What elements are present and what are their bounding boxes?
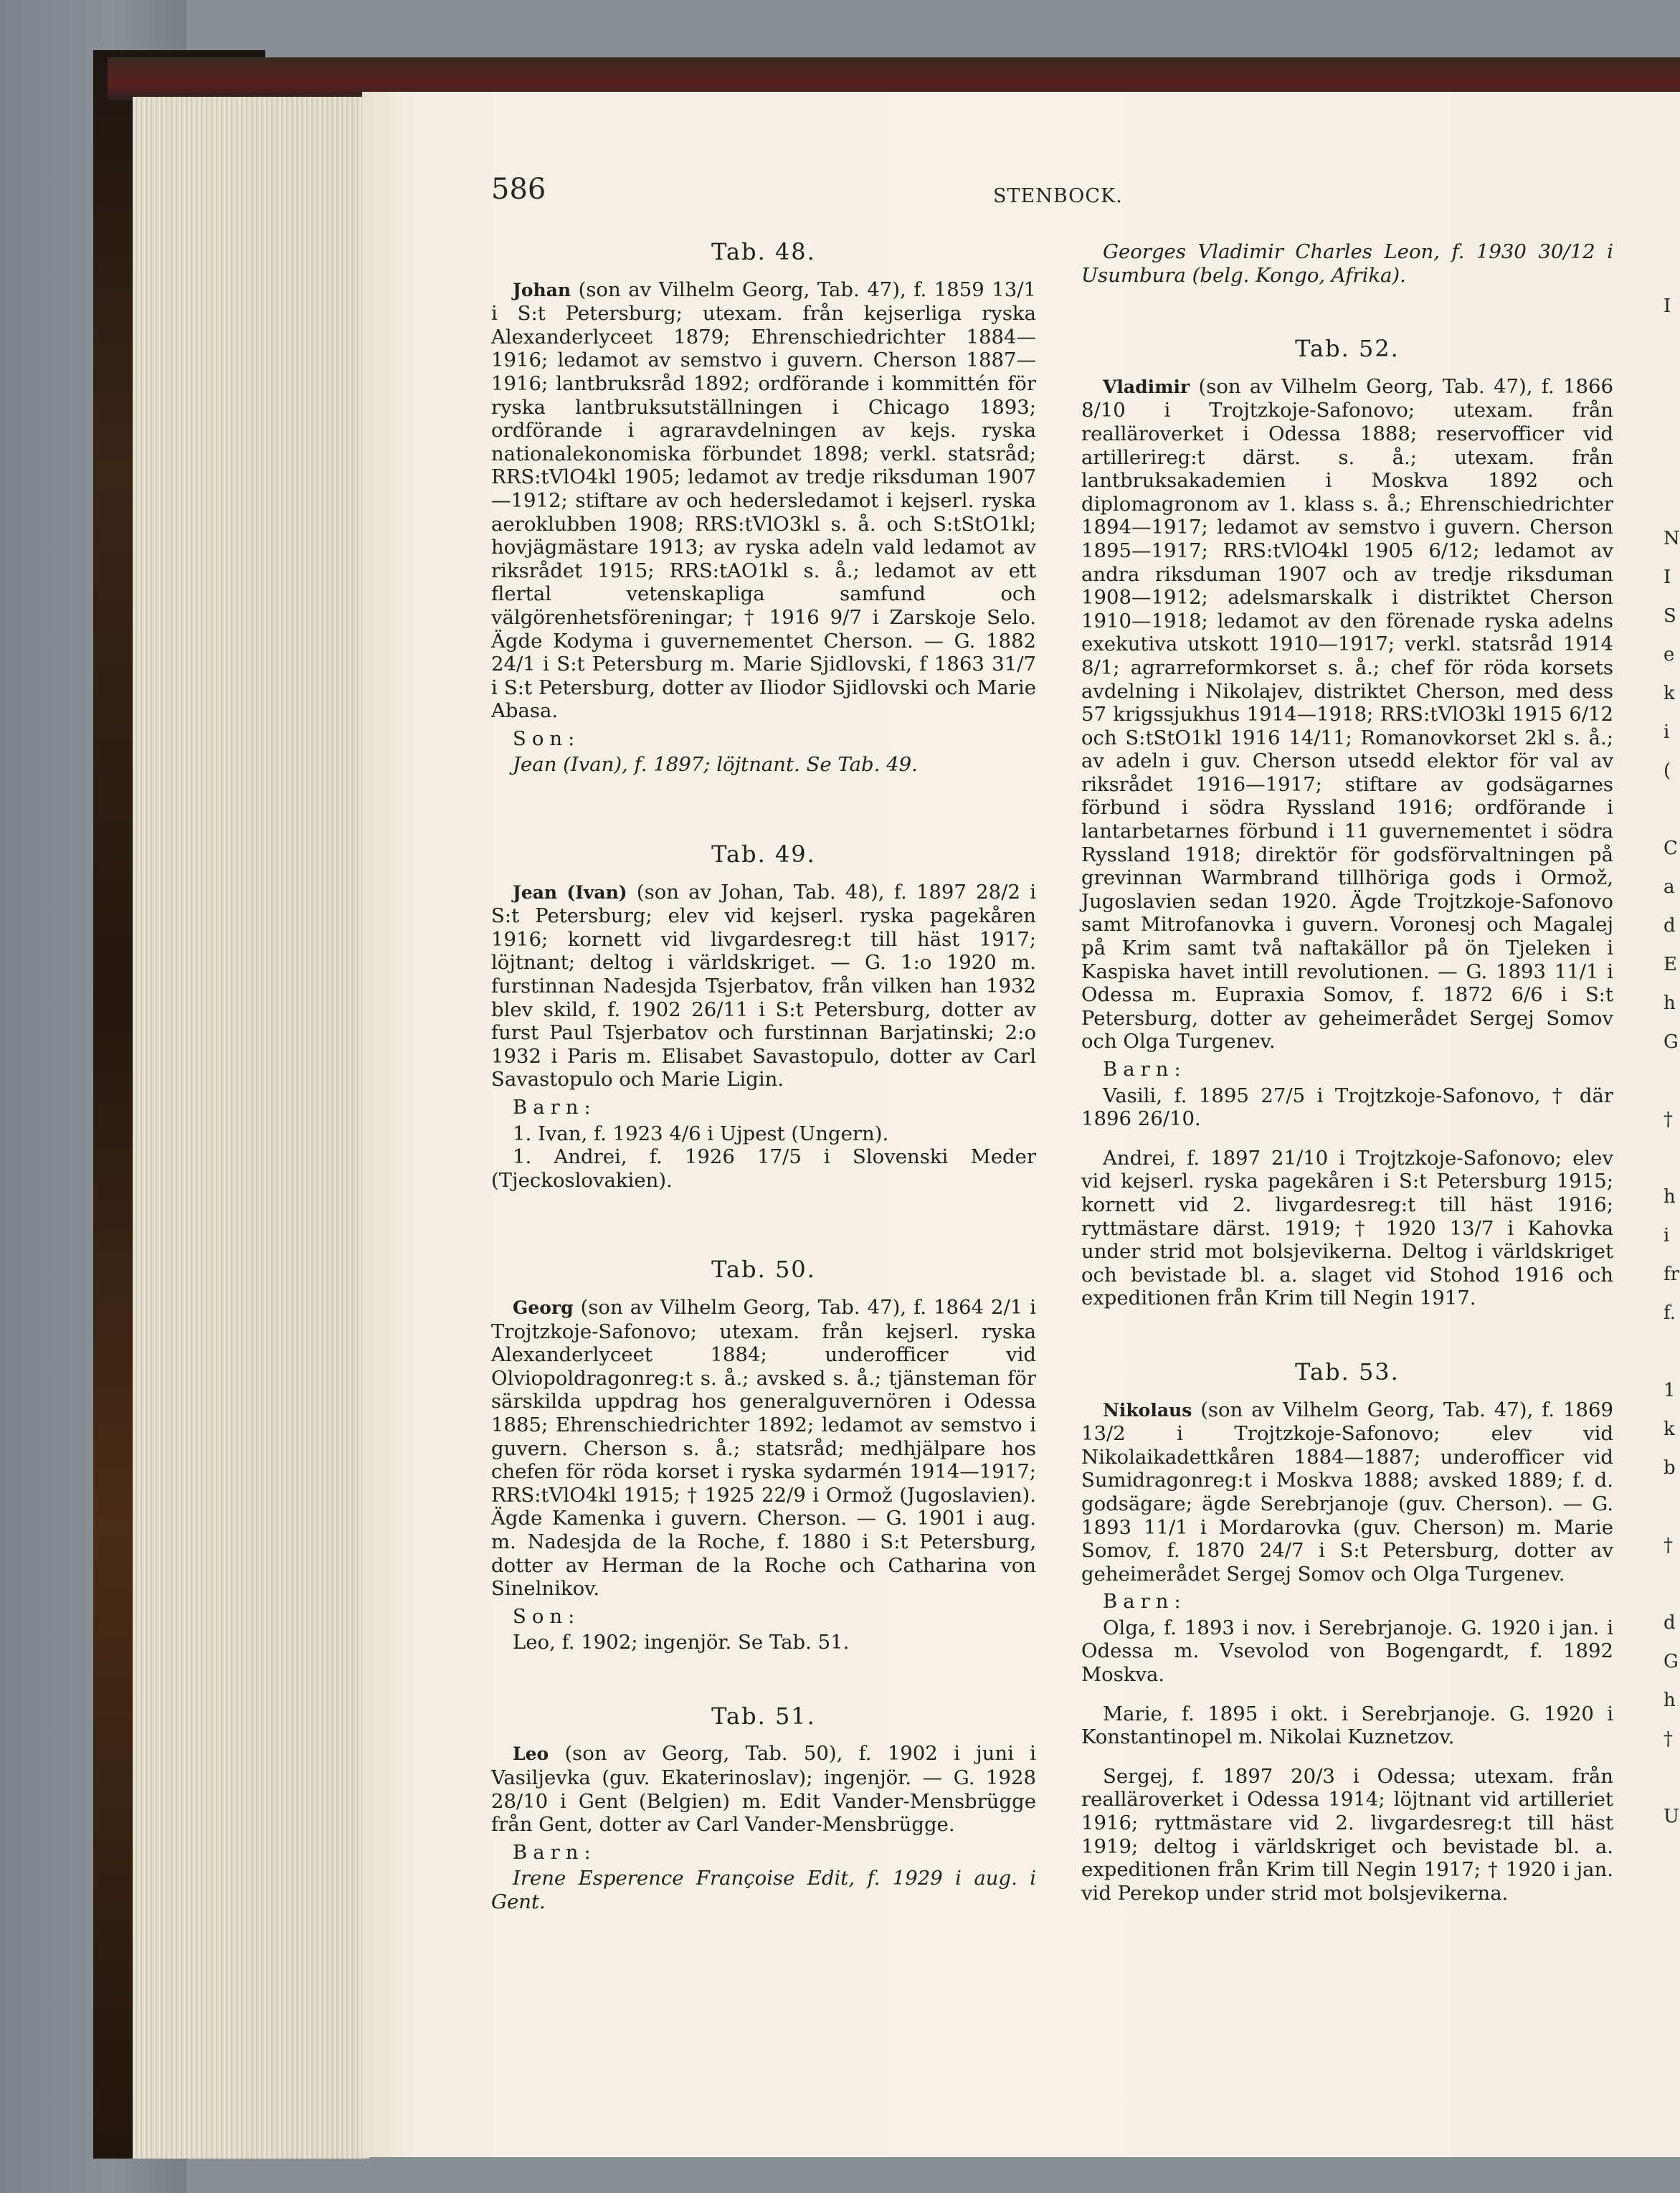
child-item: Sergej, f. 1897 20/3 i Odessa; utexam. från realläroverket i Odessa 1914; löjtnant vid artilleriet 1916; ryttmästare vid 2. livgardesreg:t till häst 1919; deltog i världskriget och bevistade bl. a. expeditionen från Krim till Negin 1917; † 1920 i jan. vid Perekop under strid mot bolsjevikerna.: [1081, 1764, 1613, 1905]
page-block-edges: [133, 97, 369, 2159]
next-page-edge-text: [1664, 287, 1680, 1827]
entry-paragraph: [491, 881, 1036, 1091]
children-label: Barn:: [1103, 1590, 1187, 1614]
child-item: 1. Andrei, f. 1926 17/5 i Slovenski Meder (Tjeckoslovakien).: [491, 1145, 1036, 1192]
continued-child-item: Georges Vladimir Charles Leon, f. 1930 30/12 i Usumbura (belg. Kongo, Afrika).: [1081, 240, 1613, 287]
entry-text: (son av Vilhelm Georg, Tab. 47), f. 1869 13/2 i Trojtzkoje-Safonovo; elev vid Nikolaikadettkåren 1884—1887; underofficer vid Sumidragonreg:t i Moskva 1888; avsked 1889; f. d. godsägare; ägde Serebrjanoje (guv. Cherson). — G. 1893 11/1 i Mordarovka (guv. Cherson) m. Marie Somov, f. 1870 24/7 i S:t Petersburg, dotter av geheimerådet Sergej Somov och Olga Turgenev.: [1081, 1398, 1613, 1586]
right-column: [1081, 240, 1613, 1905]
entry-paragraph: [491, 1742, 1036, 1836]
left-column: [491, 240, 1036, 1914]
entry-text: (son av Vilhelm Georg, Tab. 47), f. 1864 2/1 i Trojtzkoje-Safonovo; utexam. från kejserl. ryska Alexanderlyceet 1884; underofficer vid Olviopoldragonreg:t s. å.; avsked s. å.; tjänsteman för särskilda uppdrag hos generalguvernören i Odessa 1885; Ehrenschiedrichter 1892; ledamot av semstvo i guvern. Cherson s. å.; statsråd; medhjälpare hos chefen för röda korset i ryska sydarmén 1914—1917; RRS:tVlO4kl 1915; † 1925 22/9 i Ormož (Jugoslavien). Ägde Kamenka i guvern. Cherson. — G. 1901 i aug. m. Nadesjda de la Roche, f. 1880 i S:t Petersburg, dotter av Herman de la Roche och Catharina von Sinelnikov.: [491, 1295, 1037, 1601]
entry-name: Vladimir: [1103, 376, 1190, 397]
tab-heading: Tab. 49.: [711, 840, 816, 868]
child-item: 1. Ivan, f. 1923 4/6 i Ujpest (Ungern).: [513, 1122, 889, 1145]
tab-heading: Tab. 52.: [1295, 335, 1400, 363]
entry-text: (son av Vilhelm Georg, Tab. 47), f. 1866 8/10 i Trojtzkoje-Safonovo; utexam. från realläroverket i Odessa 1888; reservofficer vid artillerireg:t därst. s. å.; utexam. från lantbruksakademien i Moskva 1892 och diplomagronom av 1. klass s. å.; Ehrenschiedrichter 1894—1917; ledamot av semstvo i guvern. Cherson 1895—1917; RRS:tVlO4kl 1905 6/12; ledamot av andra riksduman 1907 och av tredje riksduman 1908—1912; adelsmarskalk i distriktet Cherson 1910—1918; ledamot av den förenade ryska adelns exekutiva utskott 1910—1917; verkl. statsråd 1914 8/1; agrarreformkorset s. å.; chef för röda korsets avdelning i Nikolajev, distriktet Cherson, med dess 57 krigssjukhus 1914—1918; RRS:tVlO3kl 1915 6/12 och S:tStO1kl 1916 14/11; Romanovkorset 2kl s. å.; av adeln i guv. Cherson utsedd elektor för val av riksrådet 1916—1917; stiftare av godsägarnes förbund i södra Ryssland 1916; ordförande i lantarbetarnes förbund i 11 guvernementet i södra Ryssland 1918; direktör för godsförvaltningen på grevinnan Warmbrand tillhöriga gods i Ormož, Jugoslavien sedan 1920. Ägde Trojtzkoje-Safonovo samt Mitrofanovka i guvern. Voronesj och Magalej på Krim samt två naftakällor på ön Tjeleken i Kaspiska havet intill revolutionen. — G. 1893 11/1 i Odessa m. Eupraxia Somov, f. 1872 6/6 i S:t Petersburg, dotter av geheimerådet Sergej Somov och Olga Turgenev.: [1081, 374, 1613, 1053]
child-item: Leo, f. 1902; ingenjör. Se Tab. 51.: [513, 1631, 850, 1654]
tab-heading: Tab. 51.: [711, 1702, 816, 1730]
entry-name: Jean (Ivan): [513, 881, 627, 903]
entry-name: Georg: [513, 1297, 574, 1318]
children-label: Barn:: [513, 1840, 597, 1864]
edge-letters: I N I S e k i ( C a d E h G † h i fr f. 1 k b † d G h † U: [1664, 295, 1680, 1827]
entry-paragraph: [491, 1296, 1036, 1601]
entry-name: Nikolaus: [1103, 1399, 1192, 1421]
running-title: STENBOCK.: [993, 185, 1123, 207]
entry-name: Leo: [513, 1743, 549, 1765]
children-label: Son:: [513, 726, 581, 750]
entry-text: (son av Vilhelm Georg, Tab. 47), f. 1859 13/1 i S:t Petersburg; utexam. från kejserliga ryska Alexanderlyceet 1879; Ehrenschiedrichter 1884—1916; ledamot av semstvo i guvern. Cherson 1887—1916; lantbruksråd 1892; ordförande i kommittén för ryska lantbruksutställningen i Chicago 1893; ordförande i agraravdelningen av kejs. ryska nationalekonomiska förbundet 1898; verkl. statsråd; RRS:tVlO4kl 1905; ledamot av tredje riksduman 1907—1912; stiftare av och hedersledamot i kejserl. ryska aeroklubben 1908; RRS:tVlO3kl s. å. och S:tStO1kl; hovjägmästare 1913; av ryska adeln vald ledamot av riksrådet 1915; RRS:tAO1kl s. å.; ledamot av ett flertal vetenskapliga samfund och välgörenhetsföreningar; † 1916 9/7 i Zarskoje Selo. Ägde Kodyma i guvernementet Cherson. — G. 1882 24/1 i S:t Petersburg m. Marie Sjidlovski, f 1863 31/7 i S:t Petersburg, dotter av Iliodor Sjidlovski och Marie Abasa.: [491, 278, 1036, 723]
tab-heading: Tab. 53.: [1295, 1358, 1400, 1386]
child-item: Jean (Ivan), f. 1897; löjtnant. Se Tab. 49.: [513, 753, 918, 777]
entry-text: (son av Johan, Tab. 48), f. 1897 28/2 i S:t Petersburg; elev vid kejserl. ryska pagekåren 1916; kornett vid livgardesreg:t till häst 1917; löjtnant; deltog i världskriget. — G. 1:o 1920 m. furstinnan Nadesjda Tsjerbatov, från vilken han 1932 blev skild, f. 1902 26/11 i S:t Petersburg, dotter av furst Paul Tsjerbatov och furstinnan Barjatinski; 2:o 1932 i Paris m. Elisabet Savastopulo, dotter av Carl Savastopulo och Marie Ligin.: [491, 880, 1036, 1091]
child-item: Andrei, f. 1897 21/10 i Trojtzkoje-Safonovo; elev vid kejserl. ryska pagekåren i S:t Petersburg 1915; kornett vid 2. livgardesreg:t till häst 1916; ryttmästare därst. 1919; † 1920 13/7 i Kahovka under strid mot bolsjevikerna. Deltog i världskriget och bevistade bl. a. slaget vid Stohod 1916 och expeditionen från Krim till Negin 1917.: [1081, 1146, 1613, 1310]
entry-name: Johan: [513, 279, 571, 300]
tab-heading: Tab. 48.: [711, 238, 816, 265]
children-label: Barn:: [1103, 1058, 1187, 1081]
page-number: 586: [491, 173, 546, 206]
children-label: Barn:: [513, 1096, 597, 1119]
entry-paragraph: [491, 278, 1036, 723]
child-item: Vasili, f. 1895 27/5 i Trojtzkoje-Safonovo, † där 1896 26/10.: [1081, 1084, 1613, 1131]
entry-paragraph: [1081, 375, 1613, 1053]
child-item: Marie, f. 1895 i okt. i Serebrjanoje. G. 1920 i Konstantinopel m. Nikolai Kuznetzov.: [1081, 1702, 1613, 1749]
entry-text: (son av Georg, Tab. 50), f. 1902 i juni i Vasiljevka (guv. Ekaterinoslav); ingenjör. — G. 1928 28/10 i Gent (Belgien) m. Edit Vander-Mensbrügge från Gent, dotter av Carl Vander-Mensbrügge.: [491, 1742, 1036, 1837]
child-item: Olga, f. 1893 i nov. i Serebrjanoje. G. 1920 i jan. i Odessa m. Vsevolod von Bogengardt, f. 1892 Moskva.: [1081, 1616, 1613, 1687]
tab-heading: Tab. 50.: [711, 1256, 816, 1284]
entry-paragraph: [1081, 1398, 1613, 1586]
children-label: Son:: [513, 1604, 581, 1628]
child-item: Irene Esperence Françoise Edit, f. 1929 i aug. i Gent.: [491, 1867, 1036, 1914]
